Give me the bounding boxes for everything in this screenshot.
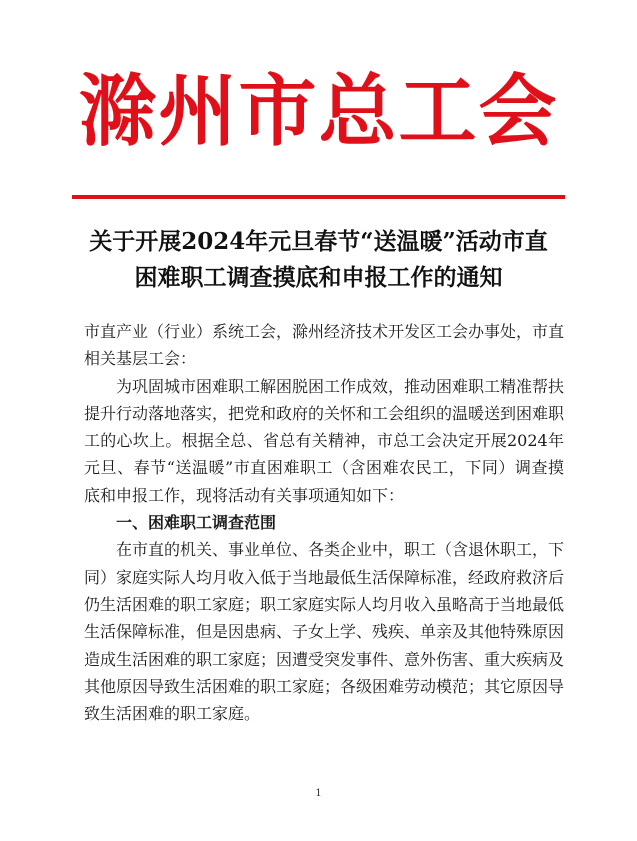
- section-1-paragraph: 在市直的机关、事业单位、各类企业中，职工（含退休职工，下同）家庭实际人均月收入低于当地最低生活保障标准，经政府救济后仍生活困难的职工家庭；职工家庭实际人均月收入虽略高于当地最低生活保障标准，但是因患病、子女上学、残疾、单亲及其他特殊原因造成生活困难的职工家庭；因遭受突发事件、意外伤害、重大疾病及其他原因导致生活困难的职工家庭；各级困难劳动模范；其它原因导致生活困难的职工家庭。: [84, 540, 565, 724]
- section-1-heading: 一、困难职工调查范围: [116, 513, 277, 533]
- issuer-header-title: 滁州市总工会: [78, 66, 559, 157]
- red-divider-line: [72, 195, 565, 199]
- document-title-line-1: 关于开展2024年元旦春节“送温暖”活动市直: [89, 228, 548, 255]
- document-body: [84, 318, 564, 727]
- document-title: [60, 224, 577, 296]
- page-number: 1: [315, 788, 322, 799]
- recipients-paragraph: 市直产业（行业）系统工会，滁州经济技术开发区工会办事处，市直相关基层工会：: [84, 322, 565, 369]
- document-title-line-2: 困难职工调查摸底和申报工作的通知: [134, 264, 503, 291]
- intro-paragraph: 为巩固城市困难职工解困脱困工作成效，推动困难职工精准帮扶提升行动落地落实，把党和政府的关怀和工会组织的温暖送到困难职工的心坎上。根据全总、省总有关精神，市总工会决定开展2024年元旦、春节“送温暖”市直困难职工（含困难农民工，下同）调查摸底和申报工作，现将活动有关事项通知如下：: [84, 376, 565, 505]
